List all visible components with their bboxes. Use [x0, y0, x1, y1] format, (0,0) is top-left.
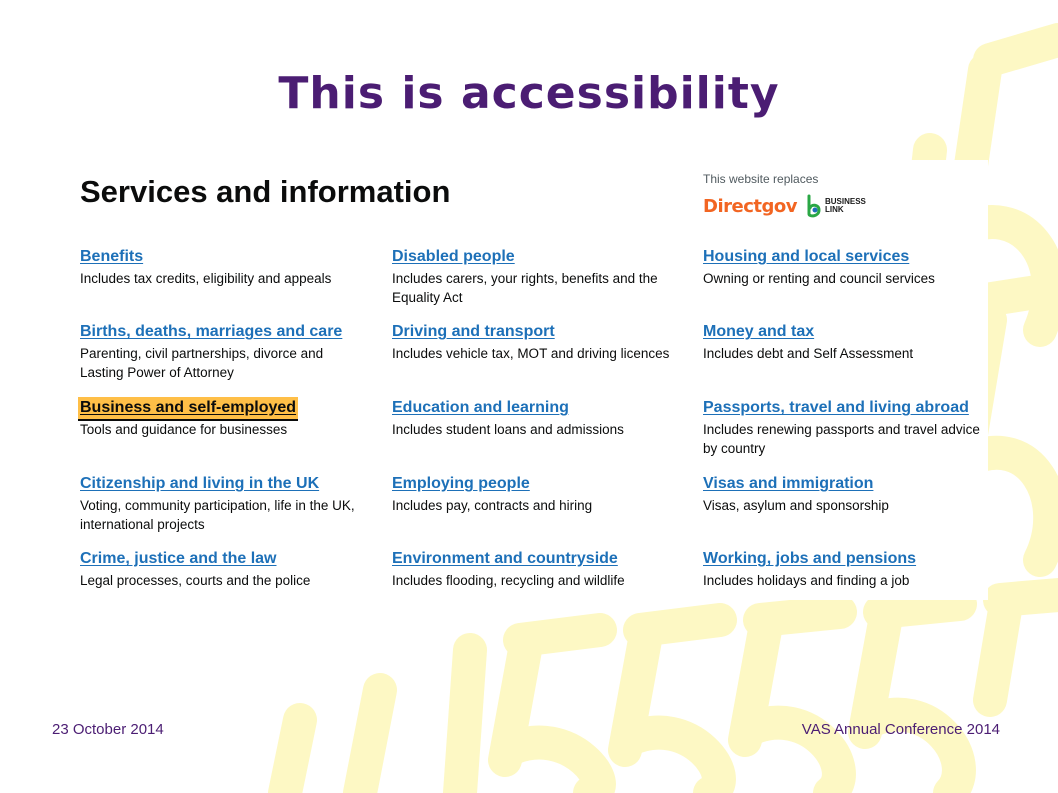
service-link[interactable]: Employing people: [392, 475, 530, 492]
replaced-logos: [703, 194, 866, 218]
service-link[interactable]: Money and tax: [703, 323, 815, 340]
service-description: Includes carers, your rights, benefits and the Equality Act: [392, 271, 658, 305]
service-item: [703, 473, 993, 515]
directgov-logo: Directgov: [703, 195, 797, 217]
service-item: [80, 473, 370, 534]
service-item: [703, 397, 993, 458]
service-link-focused[interactable]: Business and self-employed: [78, 397, 298, 419]
service-description: Includes debt and Self Assessment: [703, 346, 914, 361]
service-description: Includes tax credits, eligibility and appeals: [80, 271, 332, 286]
service-item: [80, 548, 370, 590]
service-description: Parenting, civil partnerships, divorce and Lasting Power of Attorney: [80, 346, 324, 380]
service-description: Includes student loans and admissions: [392, 422, 624, 437]
service-item: [703, 321, 993, 363]
service-item: [392, 246, 682, 307]
service-item: [703, 548, 993, 590]
service-link[interactable]: Passports, travel and living abroad: [703, 399, 969, 416]
service-link[interactable]: Driving and transport: [392, 323, 555, 340]
service-description: Visas, asylum and sponsorship: [703, 498, 889, 513]
services-panel: [72, 160, 988, 600]
service-item: [392, 321, 682, 363]
panel-heading: Services and information: [80, 174, 451, 209]
service-item: [80, 246, 370, 288]
service-link[interactable]: Environment and countryside: [392, 550, 618, 567]
slide-title: This is accessibility: [278, 68, 780, 119]
service-description: Includes pay, contracts and hiring: [392, 498, 593, 513]
service-link[interactable]: Working, jobs and pensions: [703, 550, 917, 567]
service-description: Includes flooding, recycling and wildlife: [392, 573, 625, 588]
service-description: Voting, community participation, life in the UK, international projects: [80, 498, 355, 532]
service-description: Includes vehicle tax, MOT and driving licences: [392, 346, 670, 361]
service-link[interactable]: Benefits: [80, 248, 144, 265]
service-description: Tools and guidance for businesses: [80, 422, 288, 437]
service-link[interactable]: Citizenship and living in the UK: [80, 475, 320, 492]
service-item: [80, 397, 370, 439]
service-description: Includes holidays and finding a job: [703, 573, 910, 588]
service-description: Includes renewing passports and travel advice by country: [703, 422, 980, 456]
service-item: [392, 397, 682, 439]
service-item: [392, 548, 682, 590]
service-link[interactable]: Education and learning: [392, 399, 569, 416]
replaces-notice: [703, 172, 923, 232]
business-link-line2: LINK: [824, 205, 844, 214]
replaces-label: This website replaces: [703, 172, 819, 186]
service-link[interactable]: Crime, justice and the law: [80, 550, 277, 567]
footer-date: 23 October 2014: [52, 721, 164, 738]
service-description: Legal processes, courts and the police: [80, 573, 311, 588]
service-link[interactable]: Births, deaths, marriages and care: [80, 323, 343, 340]
service-link[interactable]: Visas and immigration: [703, 475, 874, 492]
service-item: [392, 473, 682, 515]
service-item: [703, 246, 993, 288]
service-link[interactable]: Housing and local services: [703, 248, 910, 265]
footer-event: VAS Annual Conference 2014: [801, 721, 1000, 738]
service-item: [80, 321, 370, 382]
service-link[interactable]: Disabled people: [392, 248, 515, 265]
business-link-logo: [805, 194, 866, 218]
business-link-line1: BUSINESS: [824, 197, 866, 206]
service-description: Owning or renting and council services: [703, 271, 935, 286]
business-link-icon: [805, 194, 823, 218]
